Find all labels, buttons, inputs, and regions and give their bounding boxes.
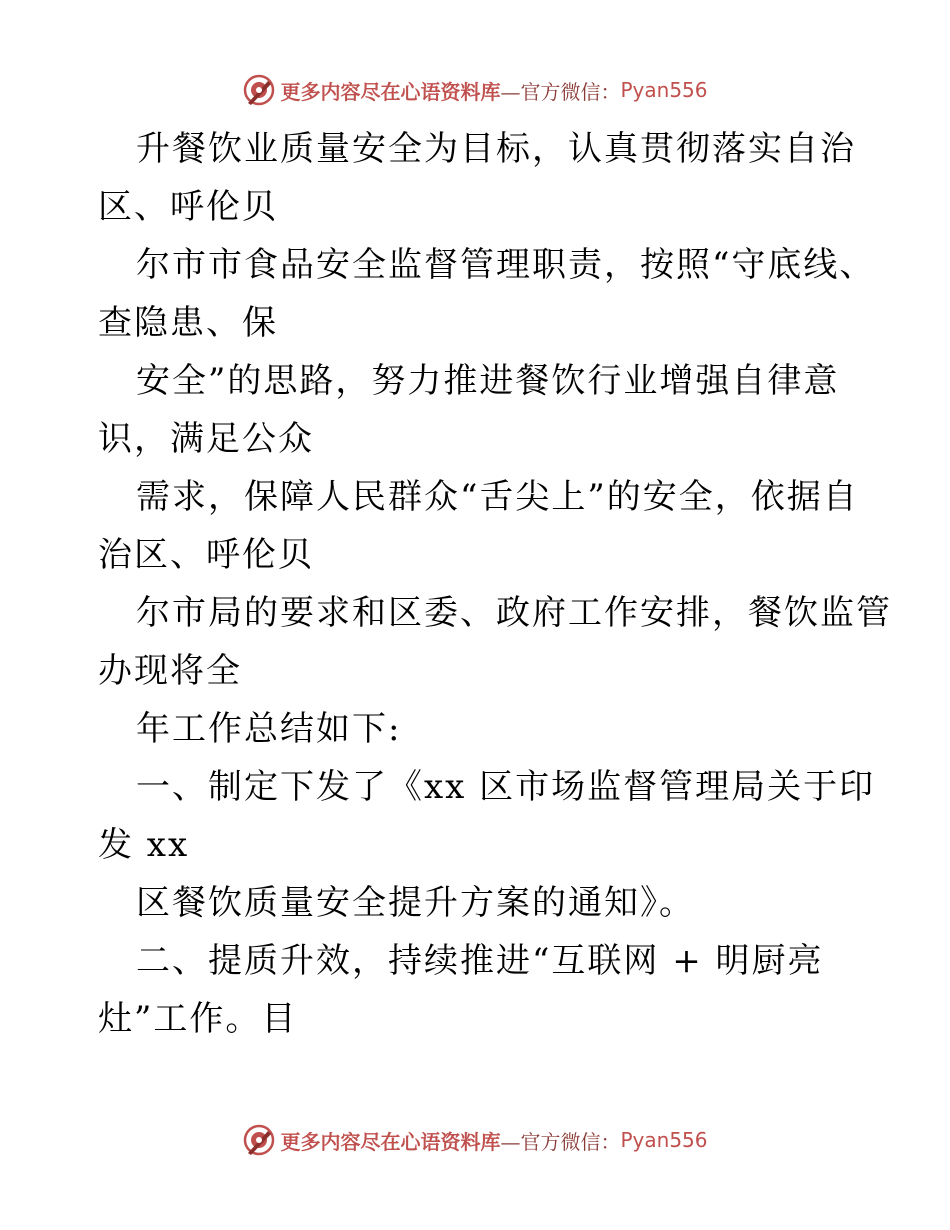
header-watermark (0, 72, 950, 108)
text-line: 升餐饮业质量安全为目标，认真贯彻落实自治 (136, 129, 856, 169)
text-line: 需求，保障人民群众“舌尖上”的安全，依据自 (136, 477, 859, 517)
watermark-handle: Pyan556 (620, 1128, 708, 1152)
text-line: 办现将全 (98, 651, 242, 691)
watermark-title: 更多内容尽在心语资料库 (280, 79, 501, 104)
text-line: 灶”工作。目 (98, 999, 298, 1039)
text-line: 尔市局的要求和区委、政府工作安排，餐饮监管 (136, 593, 892, 633)
text-line: 尔市市食品安全监督管理职责，按照“守底线、 (136, 245, 876, 285)
text-line: 二、提质升效，持续推进“互联网 + 明厨亮 (136, 941, 824, 981)
watermark-title: 更多内容尽在心语资料库 (280, 1129, 501, 1154)
text-line: 查隐患、保 (98, 303, 278, 343)
text-line: 区餐饮质量安全提升方案的通知》。 (136, 883, 695, 923)
watermark-separator: —官方微信： (500, 1129, 621, 1154)
text-line: 发 xx (98, 825, 190, 865)
text-line: 年工作总结如下: (136, 709, 402, 749)
watermark-handle: Pyan556 (620, 78, 708, 102)
text-line: 识，满足公众 (98, 419, 314, 459)
text-line: 治区、呼伦贝 (98, 535, 314, 575)
text-line: 区、呼伦贝 (98, 187, 278, 227)
footer-watermark (0, 1122, 950, 1158)
watermark-separator: —官方微信： (500, 79, 621, 104)
text-line: 一、制定下发了《xx 区市场监督管理局关于印 (136, 767, 876, 807)
text-line: 安全”的思路，努力推进餐饮行业增强自律意 (136, 361, 840, 401)
quill-seal-icon (242, 1123, 276, 1157)
quill-seal-icon (242, 73, 276, 107)
document-body (98, 120, 898, 1048)
